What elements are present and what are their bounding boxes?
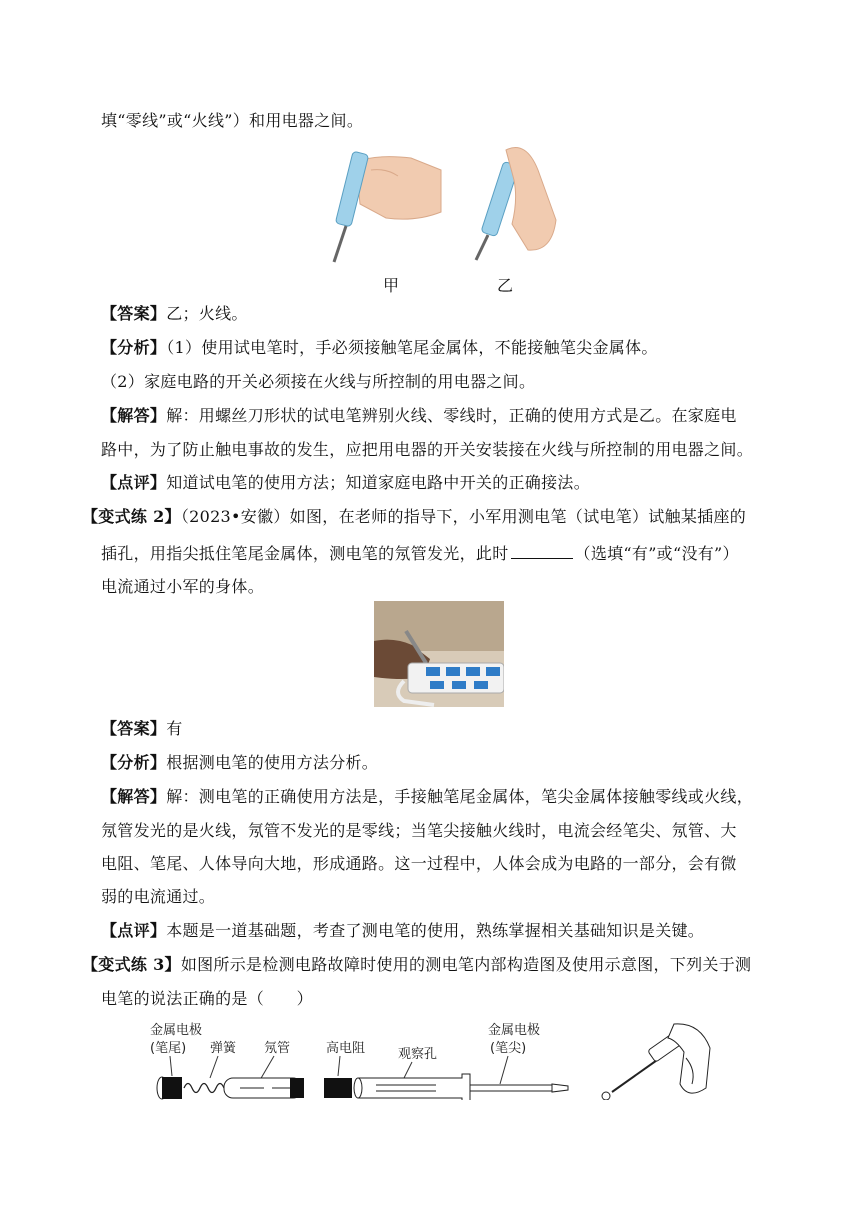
q3-tag: 【变式练 3】	[82, 955, 181, 974]
tester-pen-structure-diagram	[140, 1018, 720, 1100]
q2-solution-3: 电阻、笔尾、人体导向大地，形成通路。这一过程中，人体会成为电路的一部分，会有微	[101, 854, 737, 873]
q1-comment	[101, 472, 590, 494]
label-tip-paren: (笔尖)	[490, 1041, 527, 1056]
label-metal-tail: 金属电极	[150, 1023, 203, 1038]
q2-solution-4: 弱的电流通过。	[101, 887, 216, 906]
q1-solution	[101, 405, 737, 427]
analysis-tag: 【分析】	[101, 753, 167, 772]
analysis-tag: 【分析】	[101, 338, 167, 357]
comment-text: 知道试电笔的使用方法；知道家庭电路中开关的正确接法。	[166, 473, 591, 492]
q2-solution-2: 氖管发光的是火线，氖管不发光的是零线；当笔尖接触火线时，电流会经笔尖、氖管、大	[101, 821, 737, 840]
solution-text: 解：用螺丝刀形状的试电笔辨别火线、零线时，正确的使用方式是乙。在家庭电	[166, 406, 737, 425]
tester-pen-usage-figure	[316, 140, 566, 265]
q2-line-3: 电流通过小军的身体。	[101, 577, 265, 596]
solution-text: 解：测电笔的正确使用方法是，手接触笔尾金属体，笔尖金属体接触零线或火线，	[166, 787, 754, 806]
comment-tag: 【点评】	[101, 921, 167, 940]
q2-line-2b: （选填“有”或“没有”）	[574, 544, 739, 563]
q1-tail-text: 填“零线”或“火线”）和用电器之间。	[101, 111, 364, 130]
q2-solution	[101, 786, 753, 808]
q2-line-2	[101, 542, 739, 565]
q2-analysis	[101, 752, 378, 774]
label-resistor: 高电阻	[326, 1041, 366, 1056]
figure-caption-yi: 乙	[497, 276, 514, 295]
q1-analysis	[101, 337, 658, 359]
label-spring: 弹簧	[210, 1041, 237, 1056]
analysis-text: 根据测电笔的使用方法分析。	[166, 753, 379, 772]
label-metal-tip: 金属电极	[488, 1023, 541, 1038]
label-tail-paren: (笔尾)	[150, 1041, 187, 1056]
q2-comment	[101, 920, 704, 942]
comment-text: 本题是一道基础题，考查了测电笔的使用，熟练掌握相关基础知识是关键。	[166, 921, 705, 940]
figure-caption-jia: 甲	[383, 276, 400, 295]
answer-text: 有	[166, 719, 183, 738]
socket-test-photo	[374, 601, 504, 707]
answer-tag: 【答案】	[101, 304, 167, 323]
answer-text: 乙；火线。	[166, 304, 248, 323]
label-neon: 氖管	[264, 1041, 291, 1056]
q1-analysis-2: （2）家庭电路的开关必须接在火线与所控制的用电器之间。	[101, 372, 536, 391]
answer-tag: 【答案】	[101, 719, 167, 738]
q1-answer	[101, 303, 248, 325]
q1-solution-2: 路中，为了防止触电事故的发生，应把用电器的开关安装接在火线与所控制的用电器之间。	[101, 440, 754, 459]
analysis-text: （1）使用试电笔时，手必须接触笔尾金属体，不能接触笔尖金属体。	[166, 338, 658, 357]
q3-line-1-text: 如图所示是检测电路故障时使用的测电笔内部构造图及使用示意图，下列关于测	[180, 955, 752, 974]
q2-line-1	[82, 506, 746, 528]
label-window: 观察孔	[398, 1047, 438, 1062]
q3-line-1	[82, 954, 751, 976]
q2-answer	[101, 718, 183, 740]
q2-tag: 【变式练 2】	[82, 507, 181, 526]
comment-tag: 【点评】	[101, 473, 167, 492]
solution-tag: 【解答】	[101, 787, 167, 806]
answer-blank	[511, 542, 573, 559]
q2-line-2a: 插孔，用指尖抵住笔尾金属体，测电笔的氖管发光，此时	[101, 544, 509, 563]
q3-line-2: 电笔的说法正确的是（ ）	[101, 989, 313, 1008]
q2-line-1-text: （2023•安徽）如图，在老师的指导下，小军用测电笔（试电笔）试触某插座的	[180, 507, 747, 526]
solution-tag: 【解答】	[101, 406, 167, 425]
